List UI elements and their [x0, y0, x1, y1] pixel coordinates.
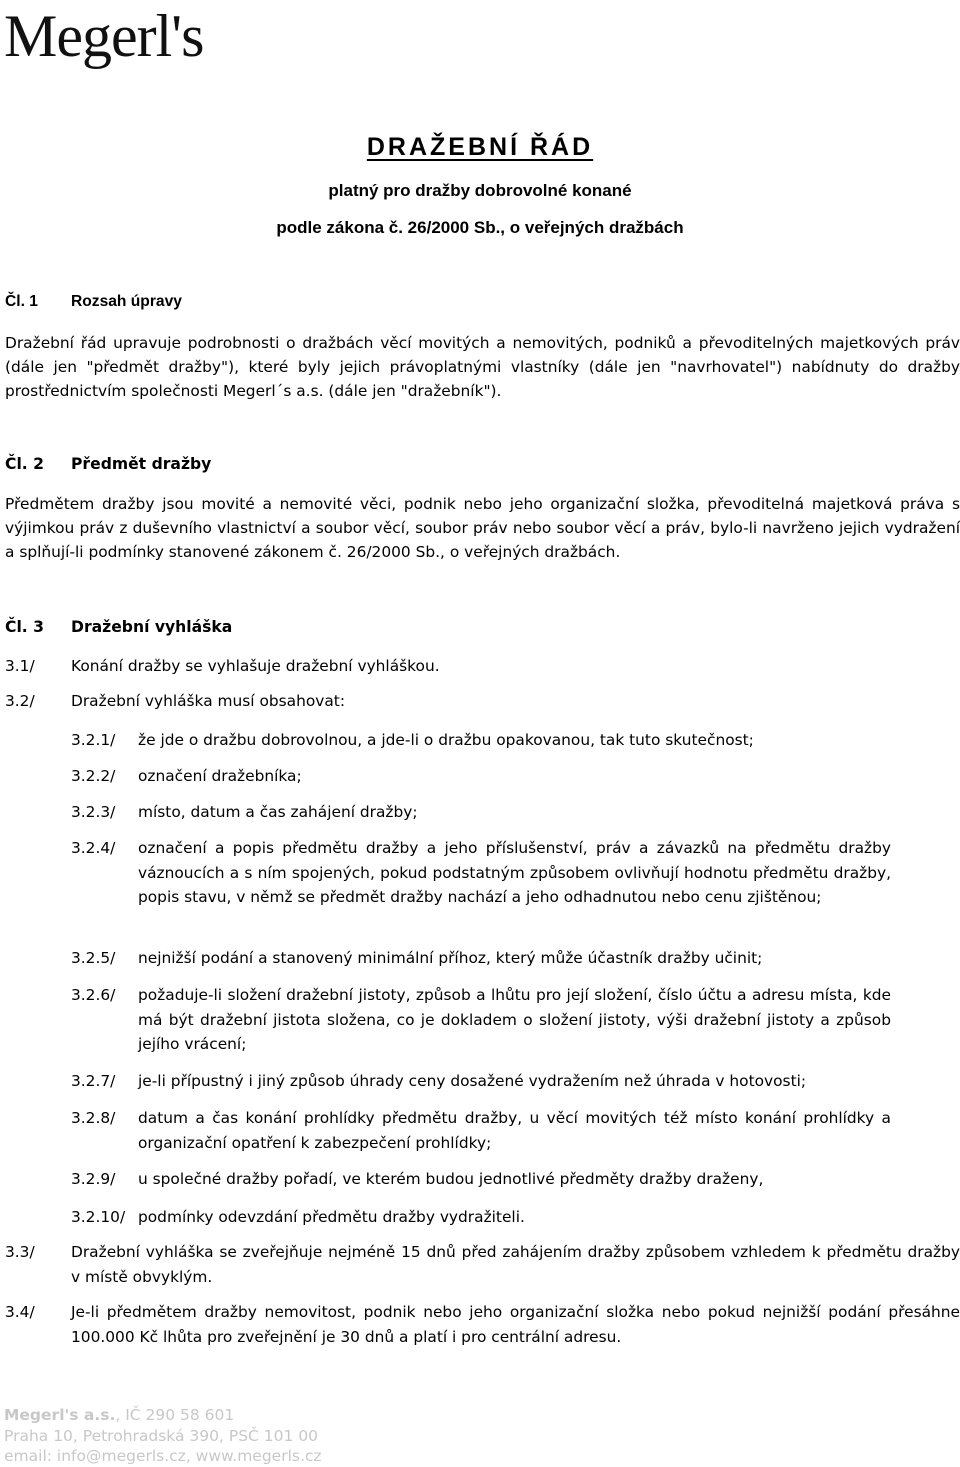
item-number: 3.2.9/: [71, 1170, 116, 1188]
list-item: [5, 1240, 960, 1289]
item-number: 3.1/: [5, 657, 35, 675]
item-number: 3.3/: [5, 1243, 35, 1261]
company-logo: Megerl's: [4, 3, 204, 69]
footer-ico: , IČ 290 58 601: [115, 1406, 235, 1424]
item-number: 3.2.10/: [71, 1208, 126, 1226]
footer-address: Praha 10, Petrohradská 390, PSČ 101 00: [4, 1427, 319, 1445]
item-text: Dražební vyhláška musí obsahovat:: [71, 692, 346, 710]
article-number: Čl. 2: [5, 455, 44, 473]
item-text: u společné dražby pořadí, ve kterém budou jednotlivé předměty dražby draženy,: [138, 1170, 764, 1188]
article-heading-text: Předmět dražby: [71, 455, 212, 473]
item-number: 3.2.2/: [71, 767, 116, 785]
item-text: že jde o dražbu dobrovolnou, a jde-li o dražbu opakovanou, tak tuto skutečnost;: [138, 731, 754, 749]
footer-contact: email: info@megerls.cz, www.megerls.cz: [4, 1447, 322, 1465]
item-number: 3.2.6/: [71, 986, 116, 1004]
list-item: [71, 1106, 891, 1155]
list-item: [71, 1069, 891, 1094]
article-1-text: Dražební řád upravuje podrobnosti o dražbách věcí movitých a nemovitých, podniků a převoditelných majetkových práv (dále jen "předmět dražby"), které byly jejich právoplatnými vlastníky (dále jen "navrhovatel") nabídnuty do dražby prostřednictvím společnosti Megerl´s a.s. (dále jen "dražebník").: [5, 334, 960, 400]
item-text: Konání dražby se vyhlašuje dražební vyhláškou.: [71, 657, 440, 675]
item-number: 3.2.8/: [71, 1109, 116, 1127]
list-item: [71, 983, 891, 1057]
list-item: [71, 1205, 891, 1230]
document-subtitle-law: podle zákona č. 26/2000 Sb., o veřejných dražbách: [276, 218, 684, 237]
item-text: označení dražebníka;: [138, 767, 302, 785]
item-number: 3.2.4/: [71, 839, 116, 857]
list-item: [5, 689, 960, 714]
article-number: Čl. 1: [5, 293, 38, 310]
list-item: [71, 946, 891, 971]
item-text: datum a čas konání prohlídky předmětu dražby, u věcí movitých též místo konání prohlídky a organizační opatření k zabezpečení prohlídky;: [138, 1109, 891, 1152]
list-item: [5, 1300, 960, 1349]
item-number: 3.2/: [5, 692, 35, 710]
item-number: 3.2.3/: [71, 803, 116, 821]
list-item: [71, 728, 891, 753]
list-item: [71, 836, 891, 910]
article-number: Čl. 3: [5, 618, 44, 636]
article-heading-text: Rozsah úpravy: [71, 293, 182, 310]
list-item: [71, 764, 891, 789]
list-item: [71, 800, 891, 825]
document-subtitle: platný pro dražby dobrovolné konané: [328, 181, 632, 200]
item-text: požaduje-li složení dražební jistoty, způsob a lhůtu pro její složení, číslo účtu a adresu místa, kde má být dražební jistota složena, co je dokladem o složení jistoty, výši dražební jistoty a způsob jejího vrácení;: [138, 986, 891, 1053]
document-title: DRAŽEBNÍ ŘÁD: [366, 133, 594, 161]
footer-company: [4, 1405, 234, 1425]
item-text: označení a popis předmětu dražby a jeho příslušenství, práv a závazků na předmětu dražby váznoucích a s ním spojených, pokud podstatným způsobem ovlivňují hodnotu předmětu dražby, popis stavu, v němž se předmět dražby nachází a jeho odhadnutou nebo cenu zjištěnou;: [138, 839, 891, 906]
footer-company-name: Megerl's a.s.: [4, 1406, 116, 1424]
article-heading-text: Dražební vyhláška: [71, 618, 233, 636]
article-3-heading: [5, 617, 232, 637]
list-item: [71, 1167, 891, 1192]
article-2-text: Předmětem dražby jsou movité a nemovité věci, podnik nebo jeho organizační složka, převoditelná majetková práva s výjimkou práv z duševního vlastnictví a soubor věcí, soubor práv nebo soubor věcí a práv, bylo-li navrženo jejich vydražení a splňují-li podmínky stanovené zákonem č. 26/2000 Sb., o veřejných dražbách.: [5, 495, 960, 561]
article-2-heading: [5, 454, 211, 474]
item-number: 3.2.5/: [71, 949, 116, 967]
item-text: podmínky odevzdání předmětu dražby vydražiteli.: [138, 1208, 525, 1226]
item-text: místo, datum a čas zahájení dražby;: [138, 803, 418, 821]
item-text: nejnižší podání a stanovený minimální příhoz, který může účastník dražby učinit;: [138, 949, 763, 967]
item-text: je-li přípustný i jiný způsob úhrady ceny dosažené vydražením než úhrada v hotovosti;: [138, 1072, 807, 1090]
item-text: Dražební vyhláška se zveřejňuje nejméně 15 dnů před zahájením dražby způsobem vzhledem k předmětu dražby v místě obvyklým.: [71, 1243, 960, 1286]
article-1-heading: [5, 291, 182, 312]
item-number: 3.2.1/: [71, 731, 116, 749]
item-text: Je-li předmětem dražby nemovitost, podnik nebo jeho organizační složka nebo pokud nejnižší podání přesáhne 100.000 Kč lhůta pro zveřejnění je 30 dnů a platí i pro centrální adresu.: [71, 1303, 960, 1346]
list-item: [5, 654, 960, 679]
item-number: 3.4/: [5, 1303, 35, 1321]
item-number: 3.2.7/: [71, 1072, 116, 1090]
